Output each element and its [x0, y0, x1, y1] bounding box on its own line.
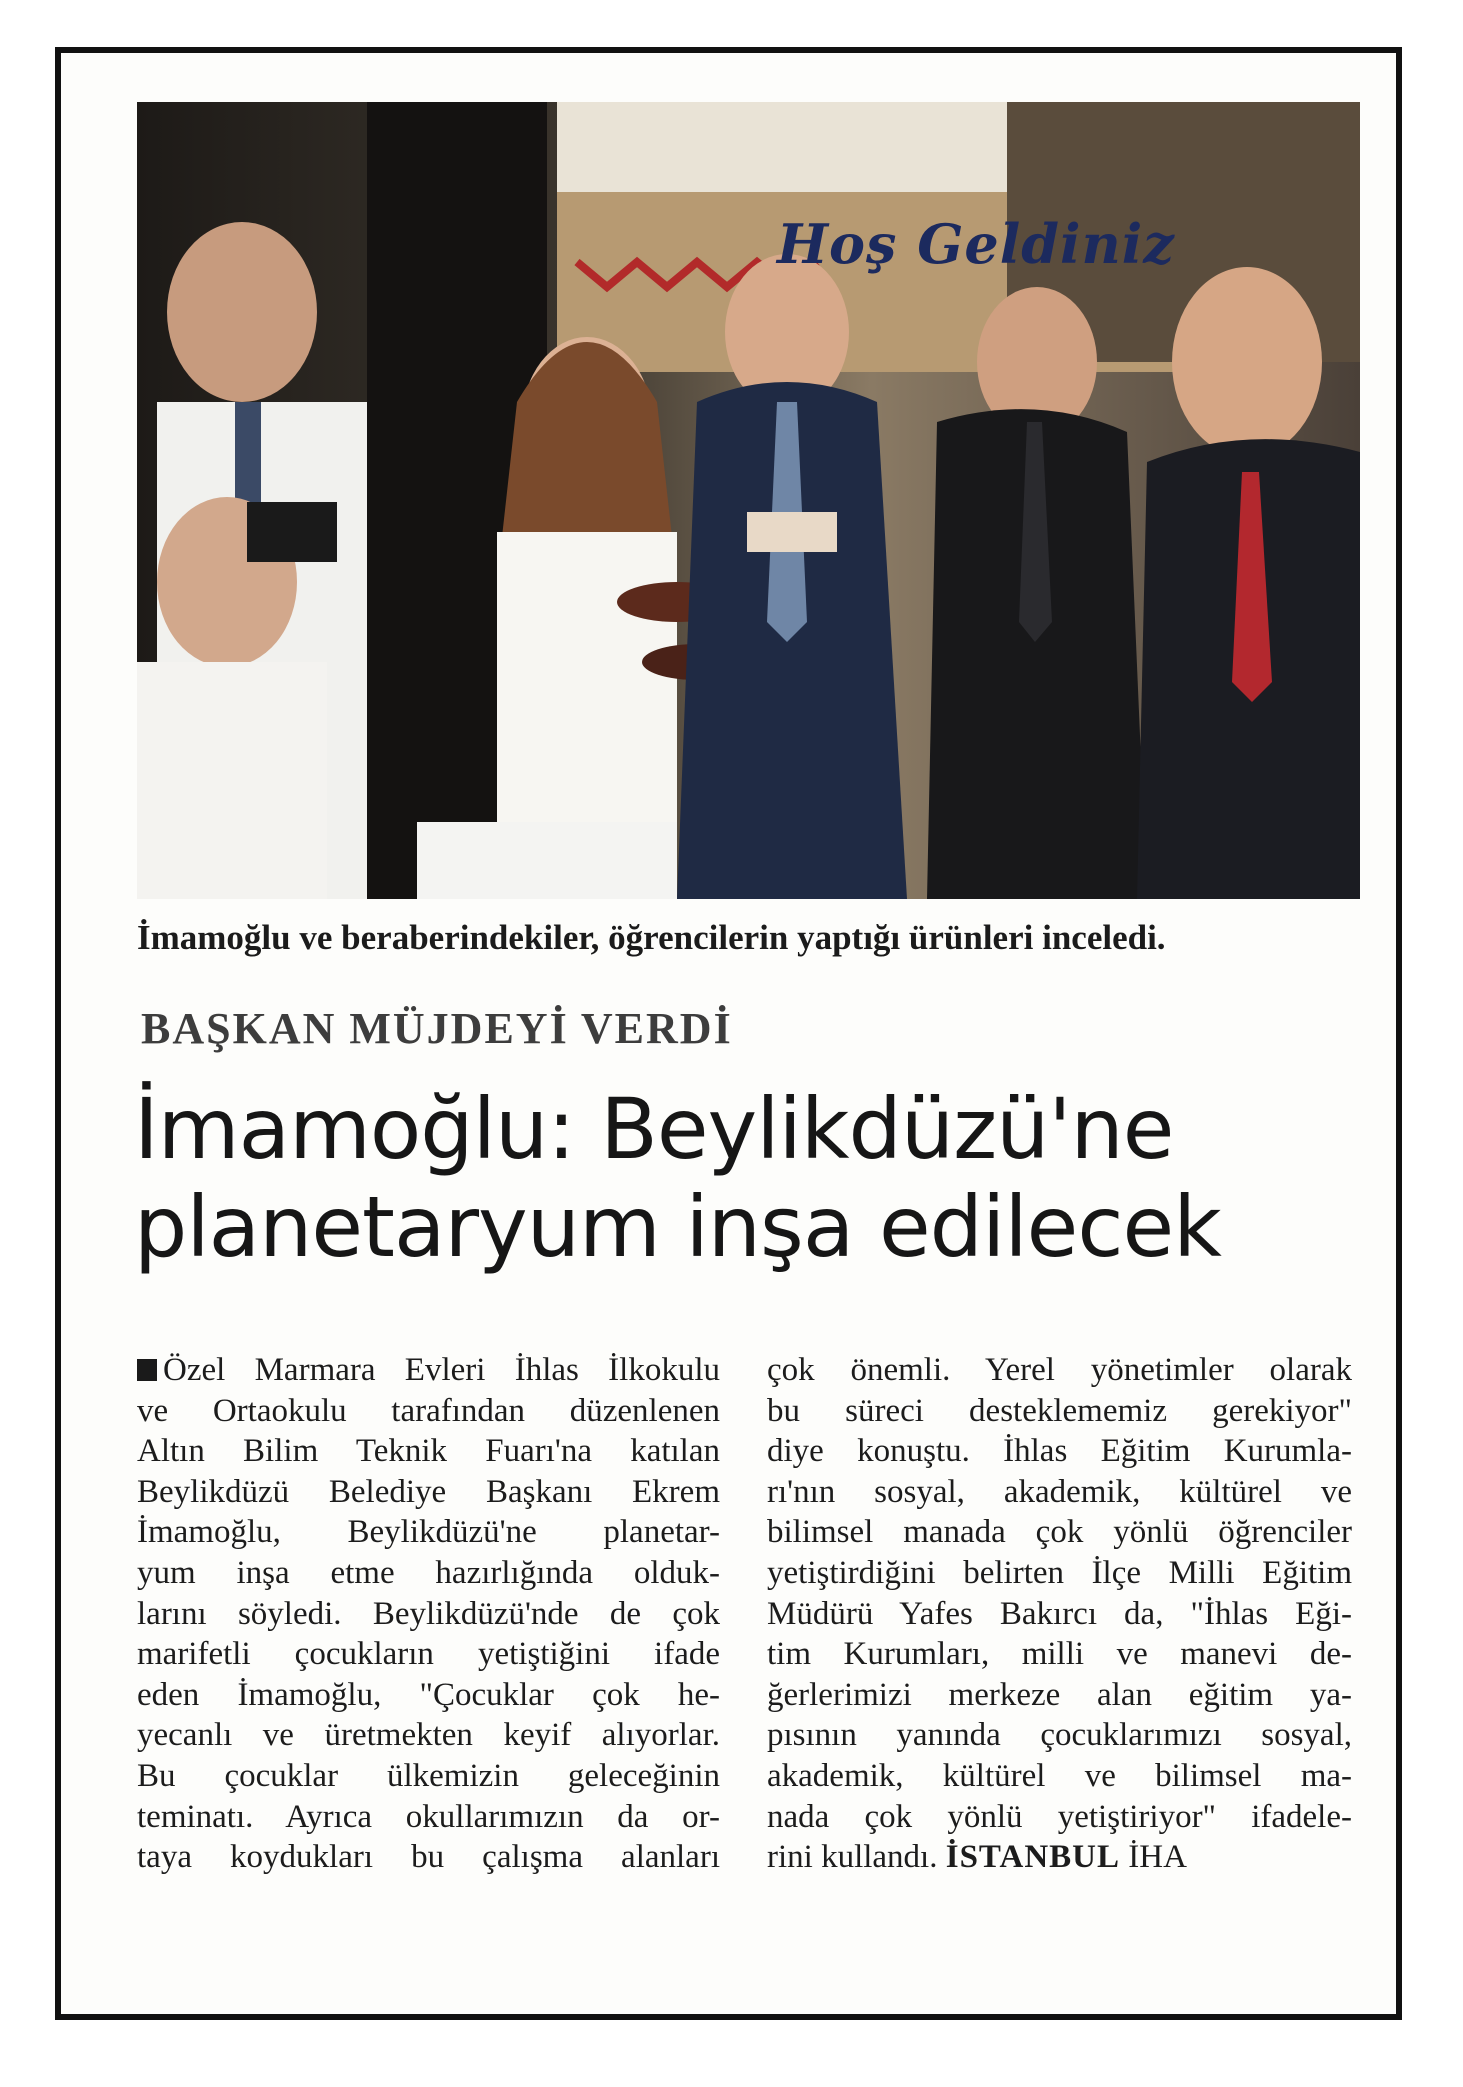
photo-caption: İmamoğlu ve beraberindekiler, öğrencilerin yaptığı ürünleri inceledi. [137, 918, 1166, 957]
body-line: larını söyledi. Beylikdüzü'nde de çok [137, 1595, 720, 1632]
article-column-right [767, 1350, 1352, 1878]
bullet-square-icon [137, 1359, 157, 1381]
body-line: Beylikdüzü Belediye Başkanı Ekrem [137, 1473, 720, 1510]
body-line: ve Ortaokulu tarafından düzenlenen [137, 1392, 720, 1429]
body-line: pısının yanında çocuklarımızı sosyal, [767, 1717, 1352, 1754]
body-line: marifetli çocukların yetiştiğini ifade [137, 1636, 720, 1673]
photo-illustration [137, 102, 1360, 899]
body-line: çok önemli. Yerel yönetimler olarak [767, 1352, 1352, 1388]
news-photo [137, 102, 1360, 899]
dateline: İSTANBUL [945, 1839, 1121, 1876]
body-line: teminatı. Ayrıca okullarımızın da or- [137, 1798, 720, 1835]
body-line: nada çok yönlü yetiştiriyor" ifadele- [767, 1798, 1352, 1835]
body-line: yetiştirdiğini belirten İlçe Milli Eğitim [767, 1554, 1352, 1591]
body-line: eden İmamoğlu, "Çocuklar çok he- [137, 1676, 720, 1713]
body-line-last [767, 1837, 1352, 1878]
body-line: Altın Bilim Teknik Fuarı'na katılan [137, 1433, 720, 1470]
body-line: yecanlı ve üretmekten keyif alıyorlar. [137, 1717, 720, 1754]
body-line: ğerlerimizi merkeze alan eğitim ya- [767, 1676, 1352, 1713]
body-line: Müdürü Yafes Bakırcı da, "İhlas Eği- [767, 1595, 1352, 1632]
body-line: bilimsel manada çok yönlü öğrenciler [767, 1514, 1352, 1551]
body-line: yum inşa etme hazırlığında olduk- [137, 1554, 720, 1591]
kicker-heading: BAŞKAN MÜJDEYİ VERDİ [141, 1004, 733, 1053]
closing-text: rini kullandı. [767, 1839, 938, 1876]
photo-sign-text: Hoş Geldiniz [777, 212, 1175, 276]
body-line: diye konuştu. İhlas Eğitim Kurumla- [767, 1433, 1352, 1470]
body-line: taya koydukları bu çalışma alanları [137, 1839, 720, 1876]
body-line: İmamoğlu, Beylikdüzü'ne planetar- [137, 1514, 720, 1551]
body-line: akademik, kültürel ve bilimsel ma- [767, 1757, 1352, 1794]
article-column-left [137, 1350, 720, 1878]
body-line: Özel Marmara Evleri İhlas İlkokulu [137, 1350, 720, 1391]
news-agency: İHA [1128, 1839, 1187, 1876]
body-line: bu süreci desteklememiz gerekiyor" [767, 1392, 1352, 1429]
body-line: Bu çocuklar ülkemizin geleceğinin [137, 1757, 720, 1794]
headline-line-1: İmamoğlu: Beylikdüzü'ne [134, 1080, 1174, 1178]
body-line: tim Kurumları, milli ve manevi de- [767, 1636, 1352, 1673]
headline-line-2: planetaryum inşa edilecek [134, 1178, 1221, 1277]
body-line: rı'nın sosyal, akademik, kültürel ve [767, 1473, 1352, 1510]
headline [134, 1080, 1374, 1277]
